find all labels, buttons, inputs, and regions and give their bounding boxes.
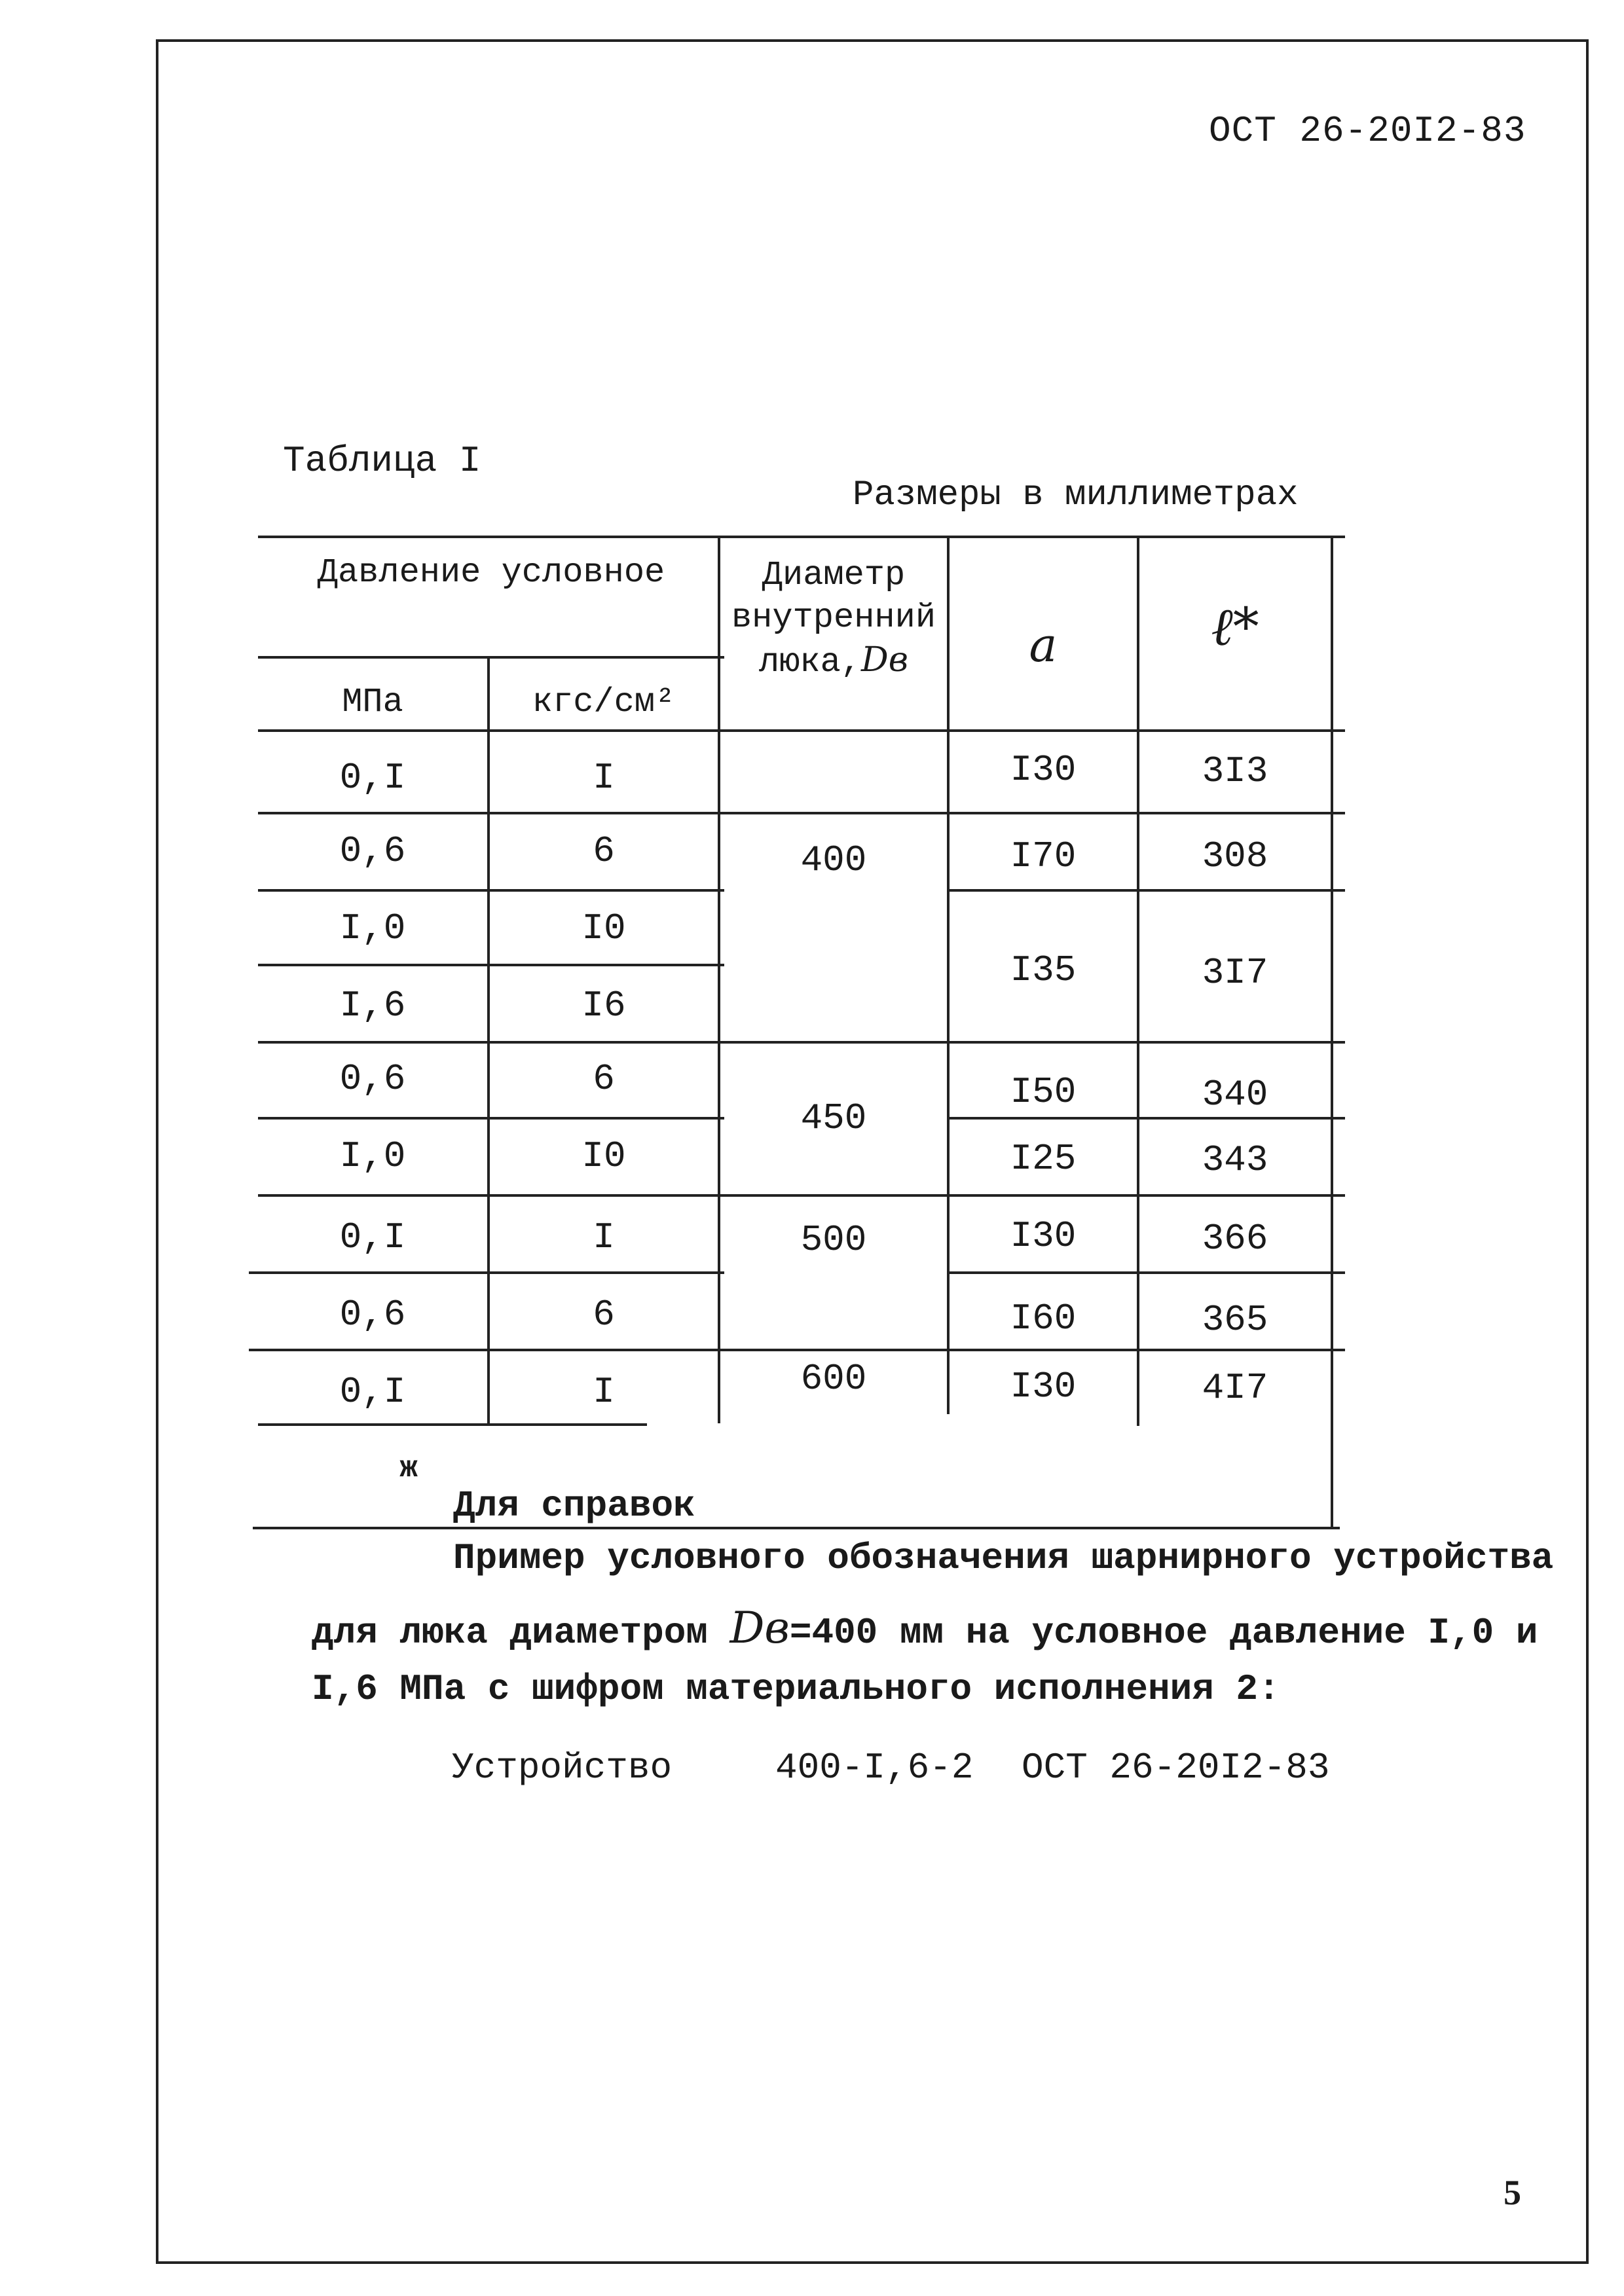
cell-kgf: I0 xyxy=(581,1135,626,1177)
table-units: Размеры в миллиметрах xyxy=(853,475,1299,515)
page-number: 5 xyxy=(1504,2173,1521,2212)
cell-l: 3I7 xyxy=(1202,952,1268,994)
cell-a: I60 xyxy=(1010,1298,1077,1339)
table-bottom-line xyxy=(258,1423,647,1426)
header-split-line xyxy=(258,656,724,659)
cell-kgf: I0 xyxy=(581,907,626,949)
cell-kgf: I6 xyxy=(581,985,626,1027)
cell-l: 343 xyxy=(1202,1139,1268,1181)
footnote-text: Для справок xyxy=(453,1485,695,1527)
cell-l: 365 xyxy=(1202,1299,1268,1341)
row-divider xyxy=(258,1194,1345,1197)
cell-mpa: 0,I xyxy=(339,1371,406,1413)
cell-a: I30 xyxy=(1010,1366,1077,1408)
header-diameter: Диаметр внутренний люка,Dв xyxy=(731,556,936,682)
cell-a: I50 xyxy=(1010,1071,1077,1113)
cell-kgf: I xyxy=(593,1371,615,1413)
cell-diameter: 450 xyxy=(800,1097,867,1139)
cell-mpa: 0,6 xyxy=(339,830,406,872)
table-top-border xyxy=(258,536,1345,538)
header-a: a xyxy=(1029,617,1058,672)
cell-a: I70 xyxy=(1010,835,1077,877)
cell-mpa: I,0 xyxy=(339,907,406,949)
cell-mpa: 0,I xyxy=(339,1216,406,1258)
cell-kgf: I xyxy=(593,1216,615,1258)
cell-kgf: 6 xyxy=(593,1294,615,1336)
row-divider xyxy=(258,812,1345,814)
paragraph-line-2: для люка диаметром Dв=400 мм на условное давление I,0 и xyxy=(312,1603,1538,1654)
row-divider xyxy=(249,1349,1345,1351)
paragraph-line-3: I,6 МПа с шифром материального исполнения 2: xyxy=(312,1668,1280,1710)
row-divider xyxy=(947,889,1345,892)
designation-word: Устройство xyxy=(452,1747,673,1789)
header-kgf: кгс/см² xyxy=(532,683,676,721)
table-right-border xyxy=(1331,536,1333,1528)
cell-mpa: 0,6 xyxy=(339,1294,406,1336)
cell-mpa: I,0 xyxy=(339,1135,406,1177)
cell-a: I30 xyxy=(1010,1215,1077,1257)
footnote-mark: ж xyxy=(399,1451,418,1485)
diameter-symbol: Dв xyxy=(861,640,908,680)
footnote-bottom-line xyxy=(253,1527,1340,1529)
diameter-symbol: Dв xyxy=(729,1603,790,1653)
row-divider xyxy=(947,1271,1345,1274)
paragraph-line-1: Пример условного обозначения шарнирного устройства xyxy=(453,1537,1554,1579)
header-mpa: МПа xyxy=(342,683,403,721)
cell-diameter: 500 xyxy=(800,1219,867,1261)
designation-standard: ОСТ 26-20I2-83 xyxy=(1022,1747,1330,1789)
header-bottom-border xyxy=(258,729,1345,732)
cell-l: 366 xyxy=(1202,1218,1268,1260)
table-title: Таблица I xyxy=(283,440,481,482)
cell-l: 3I3 xyxy=(1202,750,1268,792)
row-divider xyxy=(947,1117,1345,1120)
cell-a: I25 xyxy=(1010,1138,1077,1180)
row-divider xyxy=(258,964,724,966)
row-divider xyxy=(258,1117,724,1120)
header-pressure: Давление условное xyxy=(317,553,665,592)
cell-l: 4I7 xyxy=(1202,1367,1268,1409)
cell-kgf: 6 xyxy=(593,830,615,872)
cell-l: 340 xyxy=(1202,1074,1268,1116)
row-divider xyxy=(258,1041,1345,1044)
cell-mpa: I,6 xyxy=(339,985,406,1027)
row-divider xyxy=(249,1271,724,1274)
row-divider xyxy=(258,889,724,892)
cell-mpa: 0,6 xyxy=(339,1058,406,1100)
cell-kgf: 6 xyxy=(593,1058,615,1100)
cell-a: I35 xyxy=(1010,949,1077,991)
cell-diameter: 400 xyxy=(800,839,867,881)
cell-diameter: 600 xyxy=(800,1358,867,1400)
cell-kgf: I xyxy=(593,757,615,799)
cell-mpa: 0,I xyxy=(339,757,406,799)
document-code: ОСТ 26-20I2-83 xyxy=(1209,110,1526,152)
designation-code: 400-I,6-2 xyxy=(775,1747,974,1789)
header-l: ℓ* xyxy=(1211,596,1259,657)
cell-a: I30 xyxy=(1010,749,1077,791)
cell-l: 308 xyxy=(1202,835,1268,877)
